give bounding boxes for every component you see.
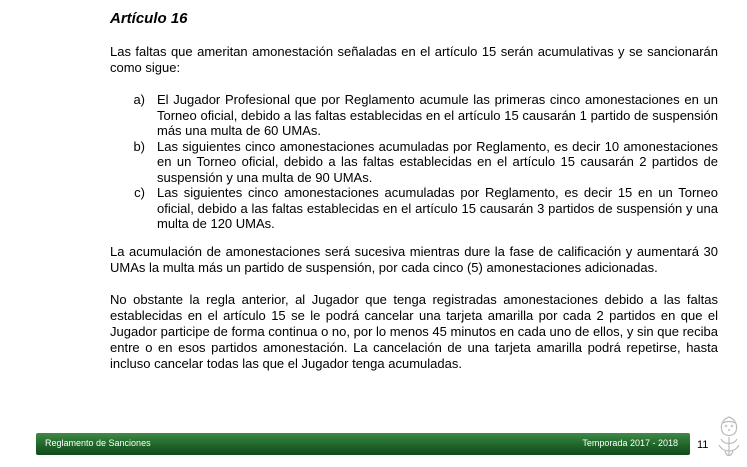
list-marker: c) bbox=[134, 185, 145, 200]
list-item bbox=[110, 92, 718, 139]
list-item bbox=[110, 185, 718, 232]
footer-bar bbox=[36, 433, 690, 455]
accumulation-paragraph: La acumulación de amonestaciones será sucesiva mientras dure la fase de calificación y aumentará 30 UMAs la multa más un partido de suspensión, por cada cinco (5) amonestaciones adicionadas. bbox=[110, 244, 718, 275]
list-marker: a) bbox=[133, 92, 145, 107]
list-item-text: El Jugador Profesional que por Reglamento acumule las primeras cinco amonestaciones en un Torneo oficial, debido a las faltas establecidas en el artículo 15 causarán 1 partido de suspensión más una multa de 60 UMAs. bbox=[157, 92, 718, 138]
sanctions-list bbox=[110, 92, 718, 232]
list-item-text: Las siguientes cinco amonestaciones acumuladas por Reglamento, es decir 15 en un Torneo oficial, debido a las faltas establecidas en el artículo 15 causarán 3 partidos de suspensión y una multa de 120 UMAs. bbox=[157, 185, 718, 231]
page-number: 11 bbox=[697, 439, 709, 451]
federation-crest-icon bbox=[714, 411, 744, 461]
list-item-text: Las siguientes cinco amonestaciones acumuladas por Reglamento, es decir 10 amonestaciones en un Torneo oficial, debido a las faltas establecidas en el artículo 15 causarán 2 partidos de suspensión y una multa de 90 UMAs. bbox=[157, 138, 718, 185]
article-heading: Artículo 16 bbox=[110, 10, 188, 27]
footer-document-title: Reglamento de Sanciones bbox=[45, 438, 151, 448]
list-item bbox=[110, 139, 718, 186]
footer-season: Temporada 2017 - 2018 bbox=[582, 438, 678, 448]
cancellation-paragraph: No obstante la regla anterior, al Jugador que tenga registradas amonestaciones debido a las faltas establecidas en el artículo 15 se le podrá cancelar una tarjeta amarilla por cada 2 partidos en que el Jugador participe de forma continua o no, por lo menos 45 minutos en cada uno de ellos, y sin que reciba entre o en esos partidos amonestación. La cancelación de una tarjeta amarilla podrá repetirse, hasta incluso cancelar todas las que el Jugador tenga acumuladas. bbox=[110, 292, 718, 371]
intro-paragraph: Las faltas que ameritan amonestación señaladas en el artículo 15 serán acumulativas y se sancionarán como sigue: bbox=[110, 44, 718, 75]
list-marker: b) bbox=[133, 138, 145, 154]
